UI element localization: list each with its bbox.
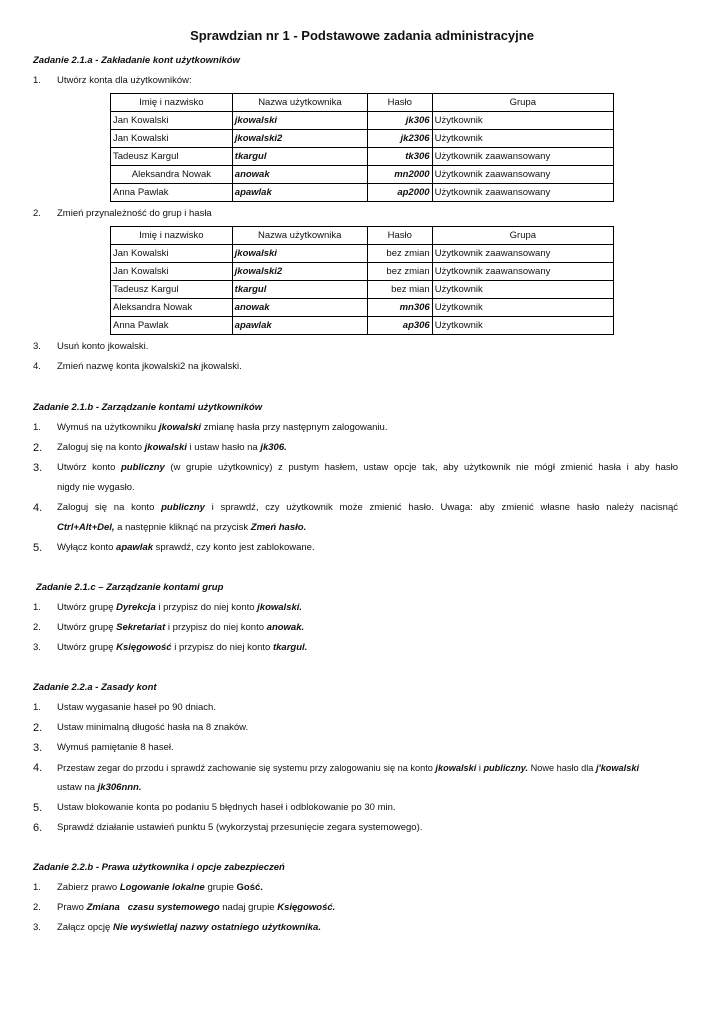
section-heading-2-1-a: Zadanie 2.1.a - Zakładanie kont użytkowników: [33, 55, 240, 66]
section-heading-2-1-b: Zadanie 2.1.b - Zarządzanie kontami użytkowników: [33, 402, 263, 413]
list-item: 4. Zaloguj się na konto publiczny i sprawdź, czy użytkownik może zmienić hasło. Uwaga: aby zmienić własne hasło należy nacisnąć Ctrl+Alt+Del, a następnie kliknąć na przycisk Zmeń hasło.: [33, 502, 678, 533]
list-item: 4. Przestaw zegar do przodu i sprawdź zachowanie się systemu przy zalogowaniu się na konto jkowalski i publiczny. Nowe hasło dla j'kowalski ustaw na jk306nnn.: [33, 762, 639, 793]
page-title: Sprawdzian nr 1 - Podstawowe zadania administracyjne: [190, 28, 534, 43]
table-row: Anna Pawlak apawlak ap306 Użytkownik: [111, 317, 614, 335]
document-page: Sprawdzian nr 1 - Podstawowe zadania administracyjne Zadanie 2.1.a - Zakładanie kont użytkowników 1. Utwórz konta dla użytkowników: Imię i nazwisko Nazwa użytkownika Hasło Grupa Jan Kowalski jkowalski jk306 Użytkownik Jan Kowalski jkowalski2 jk2306 Użytkownik Tadeusz Kargul tkargul tk306 Użytkownik zaawansowany Aleksandra Nowak anowak mn2000 Użytkownik zaawansowany Anna Pawlak apawlak ap2000 Użytkownik zaawansowany 2. Zmień przynależność do grup i hasła Imię i nazwisko Nazwa użytkownika Hasło Grupa Jan Kowalski jkowalski bez zmian Użytkownik zaawansowany Jan Kowalski jkowalski2 bez zmian Użytkownik zaawansowany Tadeusz Kargul tkargul bez mian Użytkownik Aleksandra Nowak anowak mn306 Użytkownik Anna Pawlak apawlak ap306 Użytkownik 3. Usuń konto jkowalski. 4. Zmień nazwę konta jkowalski2 na jkowalski. Zadanie 2.1.b - Zarządzanie kontami użytkowników 1. Wymuś na użytkowniku jkowalski zmianę hasła przy następnym zalogowaniu. 2. Zaloguj się na konto jkowalski i ustaw hasło na jk306. 3. Utwórz konto publiczny (w grupie użytkownicy) z pustym hasłem, ustaw opcje tak, aby użytkownik nie mógł zmienić hasła i aby hasło nigdy nie wygasło. 4. Zaloguj się na konto publiczny i sprawdź, czy użytkownik może zmienić hasło. Uwaga: aby zmienić własne hasło należy nacisnąć Ctrl+Alt+Del, a następnie kliknąć na przycisk Zmeń hasło. 5. Wyłącz konto apawlak sprawdź, czy konto jest zablokowane. Zadanie 2.1.c – Zarządzanie kontami grup 1. Utwórz grupę Dyrekcja i przypisz do niej konto jkowalski. 2. Utwórz grupę Sekretariat i przypisz do niej konto anowak. 3. Utwórz grupę Księgowość i przypisz do niej konto tkargul. Zadanie 2.2.a - Zasady kont 1. Ustaw wygasanie haseł po 90 dniach. 2. Ustaw minimalną długość hasła na 8 znaków. 3. Wymuś pamiętanie 8 haseł. 4. Przestaw zegar do przodu i sprawdź zachowanie się systemu przy zalogowaniu się na konto jkowalski i publiczny. Nowe hasło dla j'kowalski ustaw na jk306nnn. 5. Ustaw blokowanie konta po podaniu 5 błędnych haseł i odblokowanie po 30 min. 6. Sprawdź działanie ustawień punktu 5 (wykorzystaj przesunięcie zegara systemowego). Zadanie 2.2.b - Prawa użytkownika i opcje zabezpieczeń 1. Zabierz prawo Logowanie lokalne grupie Gość. 2. Prawo Zmiana czasu systemowego nadaj grupie Księgowość. 3. Załącz opcję Nie wyświetlaj nazwy ostatniego użytkownika.: [0, 0, 724, 1024]
table-row: Tadeusz Kargul tkargul bez mian Użytkownik: [111, 281, 614, 299]
table-row: Jan Kowalski jkowalski2 bez zmian Użytkownik zaawansowany: [111, 263, 614, 281]
table-header-row: Imię i nazwisko Nazwa użytkownika Hasło Grupa: [111, 94, 614, 112]
table-row: Jan Kowalski jkowalski2 jk2306 Użytkownik: [111, 130, 614, 148]
table-row: Jan Kowalski jkowalski jk306 Użytkownik: [111, 112, 614, 130]
section-heading-2-2-b: Zadanie 2.2.b - Prawa użytkownika i opcje zabezpieczeń: [33, 862, 285, 873]
section-heading-2-1-c: Zadanie 2.1.c – Zarządzanie kontami grup: [36, 582, 224, 593]
table-row: Anna Pawlak apawlak ap2000 Użytkownik zaawansowany: [111, 184, 614, 202]
table-row: Tadeusz Kargul tkargul tk306 Użytkownik zaawansowany: [111, 148, 614, 166]
group-change-table: [110, 226, 614, 335]
table-row: Jan Kowalski jkowalski bez zmian Użytkownik zaawansowany: [111, 245, 614, 263]
table-header-row: Imię i nazwisko Nazwa użytkownika Hasło Grupa: [111, 227, 614, 245]
table-row: Aleksandra Nowak anowak mn2000 Użytkownik zaawansowany: [111, 166, 614, 184]
section-heading-2-2-a: Zadanie 2.2.a - Zasady kont: [33, 682, 157, 693]
list-item: 3. Utwórz konto publiczny (w grupie użytkownicy) z pustym hasłem, ustaw opcje tak, aby użytkownik nie mógł zmienić hasła i aby hasło nigdy nie wygasło.: [33, 462, 678, 493]
table-row: Aleksandra Nowak anowak mn306 Użytkownik: [111, 299, 614, 317]
accounts-table: [110, 93, 614, 202]
